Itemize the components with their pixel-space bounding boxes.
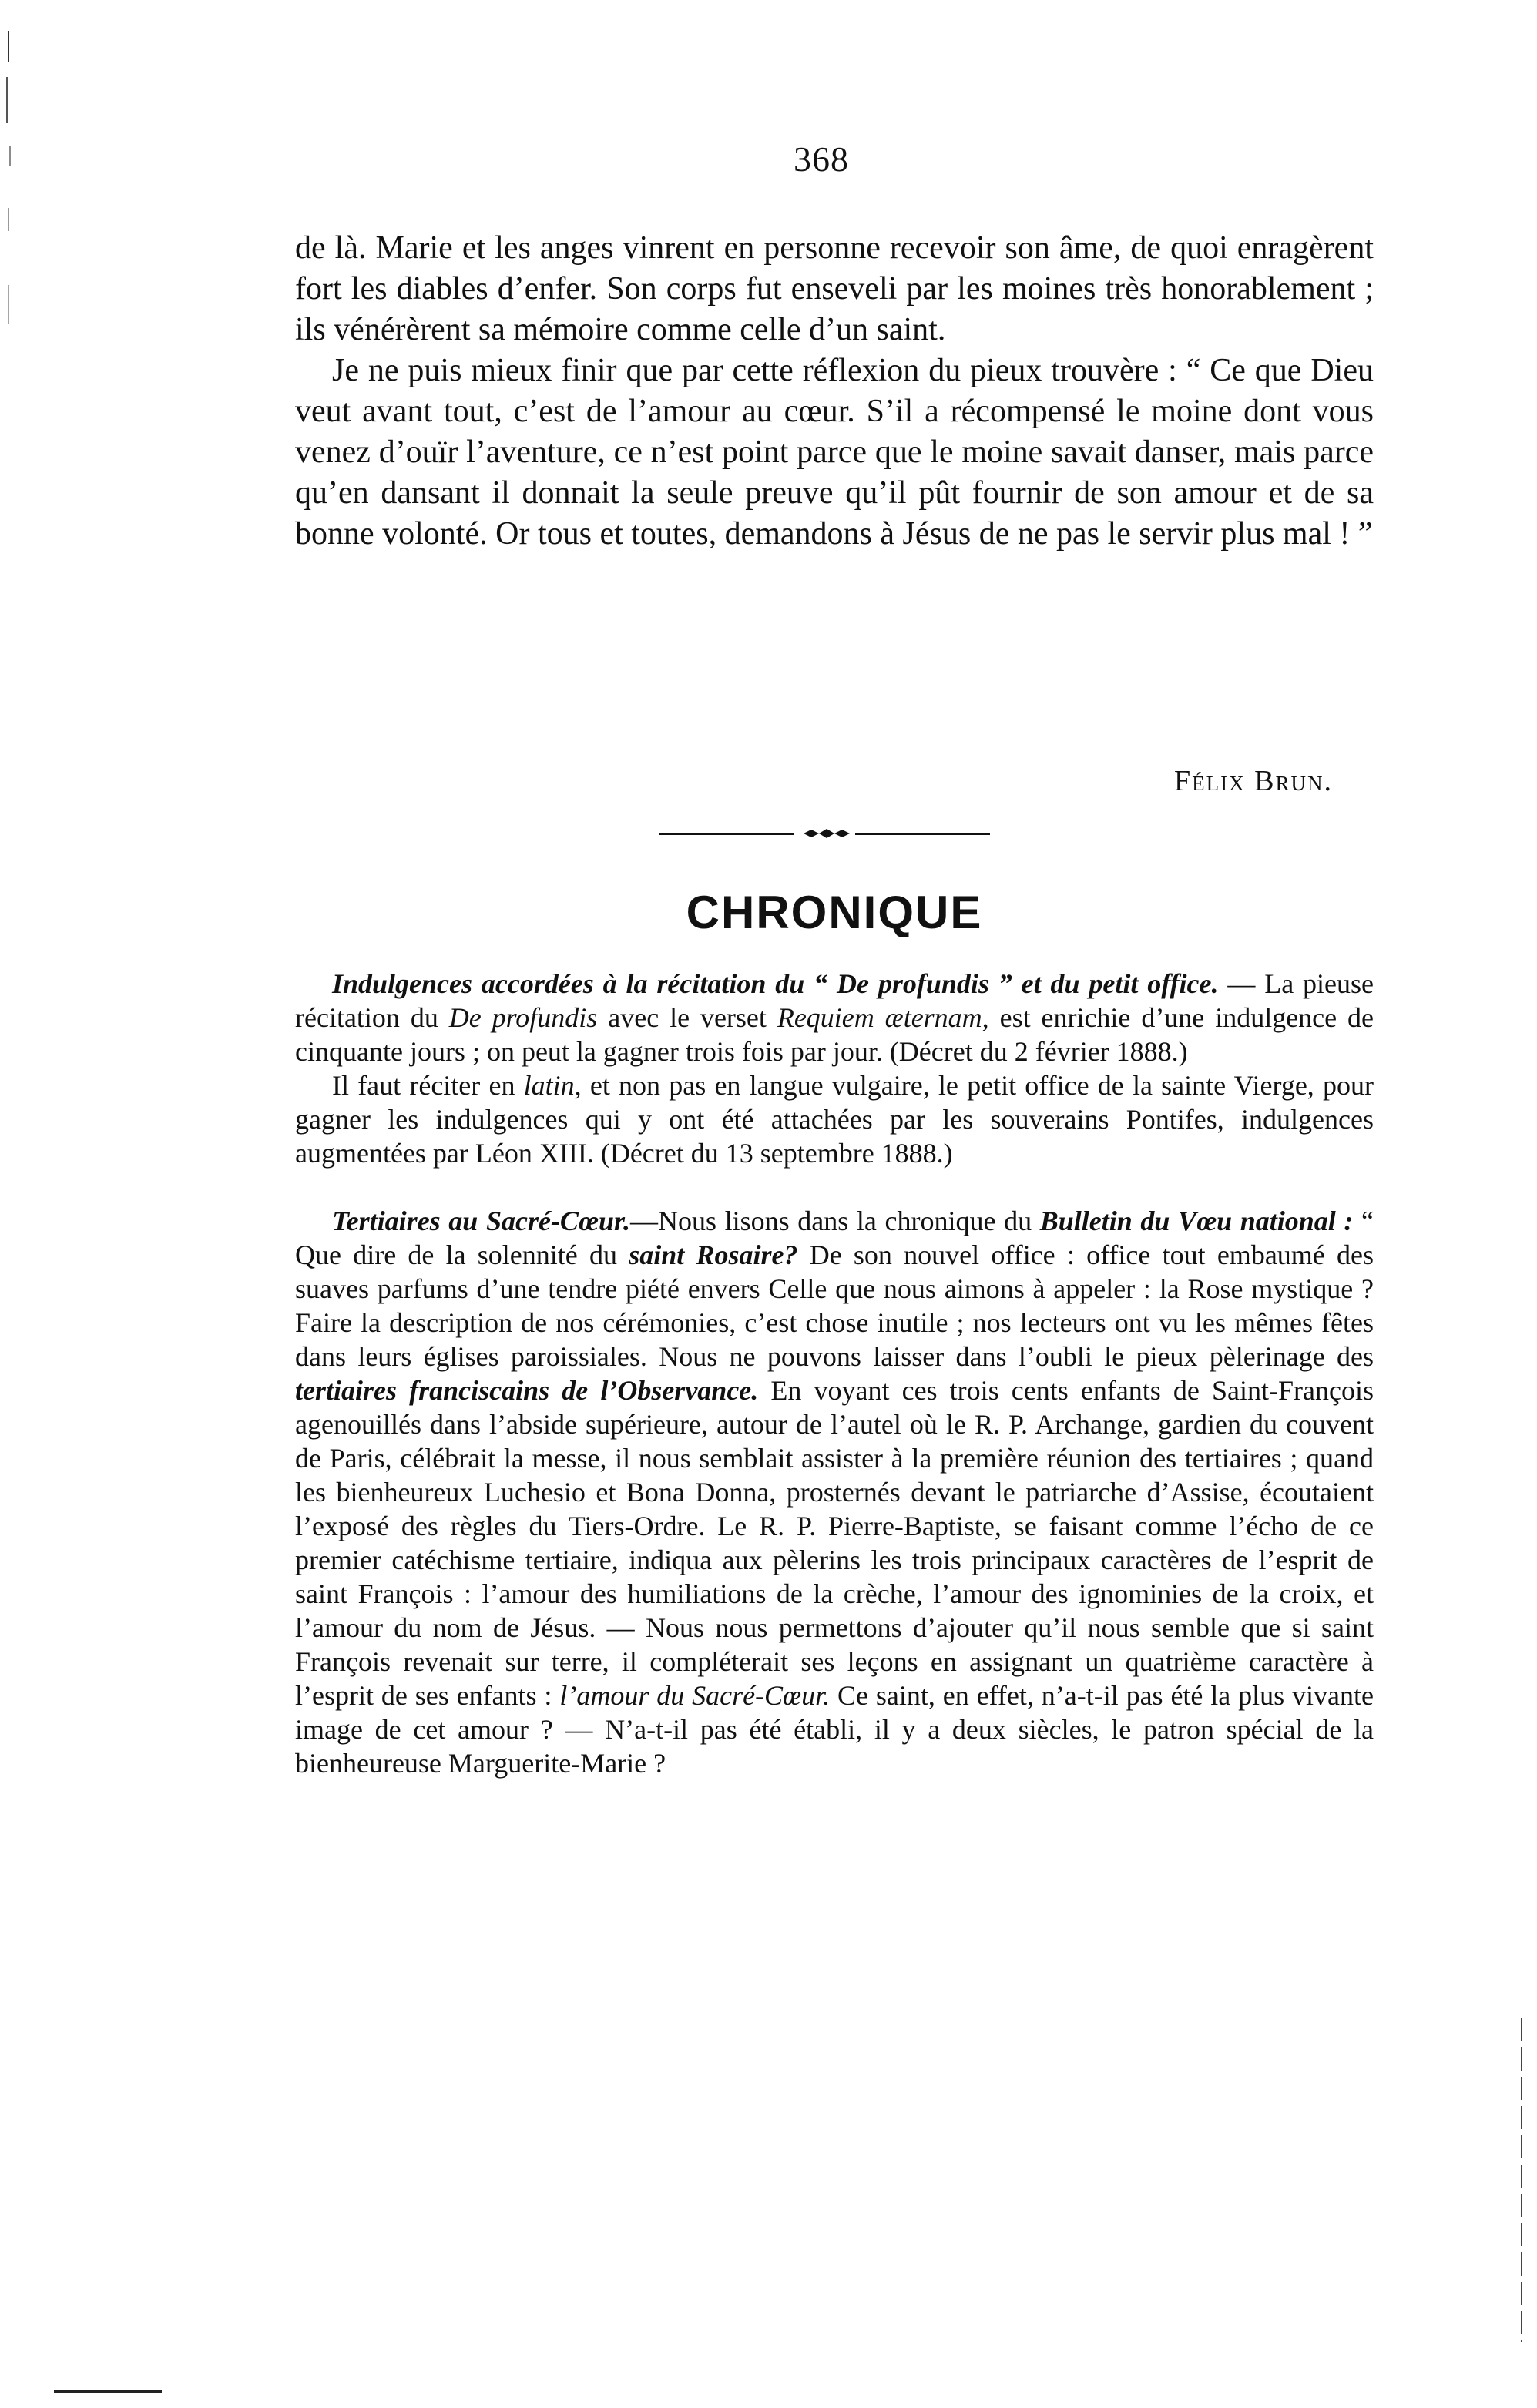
- divider-ornament-icon: [804, 827, 850, 840]
- chronique-item-tertiaires: Tertiaires au Sacré-Cœur.—Nous lisons dans la chronique du Bulletin du Vœu national : “ Que dire de la solennité du saint Rosaire? De son nouvel office : office tout embaumé des suaves parfums d’une tendre piété envers Celle que nous aimons à appeler : la Rose mystique ? Faire la description de nos cérémonies, c’est chose inutile ; nos lecteurs ont vu les mêmes fêtes dans leurs églises paroissiales. Nous ne pouvons laisser dans l’oubli le pieux pèlerinage des tertiaires franciscains de l’Observance. En voyant ces trois cents enfants de Saint-François agenouillés dans l’abside supérieure, autour de l’autel où le R. P. Archange, gardien du couvent de Paris, célébrait la messe, il nous semblait assister à la première réunion des tertiaires ; quand les bienheureux Luchesio et Bona Donna, prosternés devant le patriarche d’Assise, écoutaient l’exposé des règles du Tiers-Ordre. Le R. P. Pierre-Baptiste, se faisant comme l’écho de ce premier catéchisme tertiaire, indiqua aux pèlerins les trois principaux caractères de l’esprit de saint François : l’amour des humiliations de la crèche, l’amour des ignominies de la croix, et l’amour du nom de Jésus. — Nous nous permettons d’ajouter qu’il nous semble que si saint François revenait sur terre, il compléterait ses leçons en assignant un quatrième caractère à l’esprit de ses enfants : l’amour du Sacré-Cœur. Ce saint, en effet, n’a-t-il pas été la plus vivante image de cet amour ? — N’a-t-il pas été établi, il y a deux siècles, le patron spécial de la bienheureuse Marguerite-Marie ?: [295, 1206, 1374, 1779]
- author-signature: Félix Brun.: [1174, 765, 1333, 797]
- item-heading: Tertiaires au Sacré-Cœur.: [332, 1206, 630, 1236]
- page-number: 368: [794, 139, 849, 179]
- chronique-text: [295, 967, 1374, 1780]
- paragraph-gap: [295, 1170, 1374, 1204]
- paragraph-conclusion: Je ne puis mieux finir que par cette réflexion du pieux trouvère : “ Ce que Dieu veut avant tout, c’est de l’amour au cœur. S’il a récompensé le moine dont vous venez d’ouïr l’aventure, ce n’est point parce que le moine savait danser, mais parce qu’en dansant il donnait la seule preuve qu’il pût fournir de son amour et de sa bonne volonté. Or tous et toutes, demandons à Jésus de ne pas le servir plus mal ! ”: [295, 353, 1374, 552]
- margin-scan-marks: [4, 31, 15, 339]
- paragraph-continuation: de là. Marie et les anges vinrent en personne recevoir son âme, de quoi enragèrent fort les diables d’enfer. Son corps fut enseveli par les moines très honorablement ; ils vénérèrent sa mémoire comme celle d’un saint.: [295, 230, 1374, 347]
- item-heading: Indulgences accordées à la récitation du “ De profundis ” et du petit office.: [332, 968, 1219, 999]
- chronique-item-indulgences-latin: Il faut réciter en latin, et non pas en langue vulgaire, le petit office de la sainte Vierge, pour gagner les indulgences qui y ont été attachées par les souverains Pontifes, indulgences augmentées par Léon XIII. (Décret du 13 septembre 1888.): [295, 1070, 1374, 1169]
- closing-text: [295, 228, 1374, 555]
- section-divider: [659, 824, 990, 843]
- margin-scan-marks-right: [1519, 2018, 1524, 2342]
- divider-line-right: [855, 833, 990, 835]
- section-title: CHRONIQUE: [686, 887, 983, 938]
- divider-line-left: [659, 833, 794, 835]
- footer-rule: [54, 2390, 162, 2393]
- chronique-item-indulgences: Indulgences accordées à la récitation du “ De profundis ” et du petit office. — La pieuse récitation du De profundis avec le verset Requiem æternam, est enrichie d’une indulgence de cinquante jours ; on peut la gagner trois fois par jour. (Décret du 2 février 1888.): [295, 968, 1374, 1067]
